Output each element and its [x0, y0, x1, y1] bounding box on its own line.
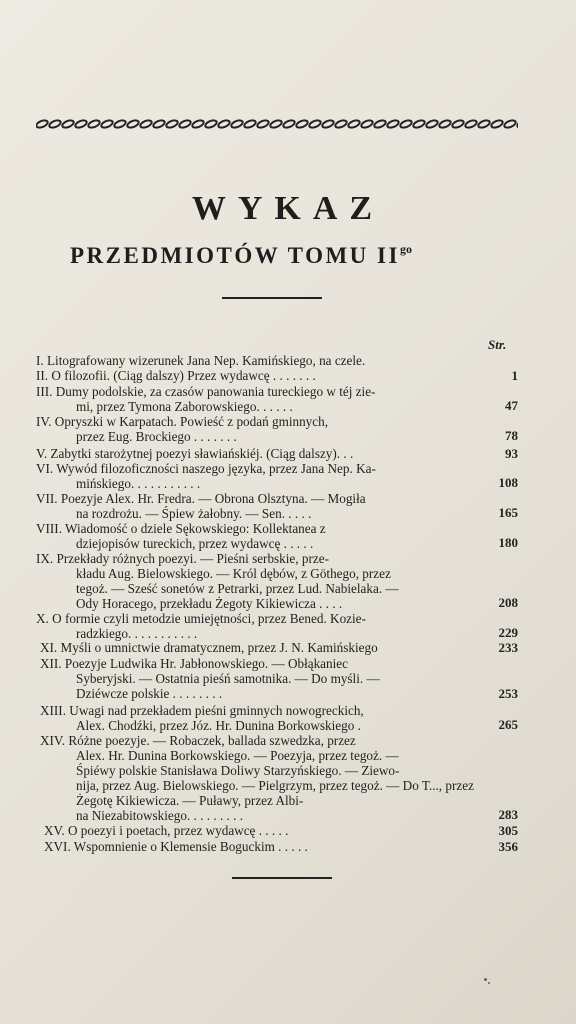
toc-page-number: 356 — [498, 839, 518, 854]
toc-page-number: 283 — [498, 807, 518, 822]
toc-entry-continuation: kładu Aug. Bielowskiego. — Król dębów, z Göthego, przez — [76, 566, 391, 581]
toc-entry-title: IX. Przekłady różnych poezyi. — Pieśni serbskie, prze- — [36, 551, 329, 566]
toc-entry-continuation: Syberyjski. — Ostatnia pieśń samotnika. — Do myśli. — — [76, 671, 380, 686]
toc-page-number: 108 — [498, 475, 518, 490]
toc-page-number: 47 — [505, 398, 518, 413]
toc-entry-continuation: na rozdrożu. — Śpiew żałobny. — Sen. . . . . — [76, 506, 312, 521]
pages-column-label: Str. — [488, 337, 507, 352]
bottom-divider — [232, 877, 332, 879]
toc-entry-title: I. Litografowany wizerunek Jana Nep. Kamińskiego, na czele. — [36, 353, 366, 368]
toc-entry-title: X. O formie czyli metodzie umiejętności, przez Bened. Kozie- — [36, 611, 366, 626]
toc-page-number: 1 — [511, 368, 518, 383]
toc-entry-title: XVI. Wspomnienie o Klemensie Boguckim . . . . . — [44, 839, 308, 854]
toc-entry-title: VII. Poezyje Alex. Hr. Fredra. — Obrona Olsztyna. — Mogiła — [36, 491, 366, 506]
toc-entry-title: VIII. Wiadomość o dziele Sękowskiego: Kollektanea z — [36, 521, 326, 536]
toc-entry-title: XI. Myśli o umnictwie dramatycznem, przez J. N. Kamińskiego — [40, 640, 378, 655]
toc-page-number: 180 — [498, 535, 518, 550]
page-title: WYKAZ — [191, 190, 385, 227]
toc-entry-continuation: mi, przez Tymona Zaborowskiego. . . . . . — [76, 399, 293, 414]
paper-mark — [484, 978, 487, 981]
toc-entry-title: II. O filozofii. (Ciąg dalszy) Przez wydawcę . . . . . . . — [36, 368, 316, 383]
toc-page-number: 229 — [498, 625, 518, 640]
toc-page-number: 165 — [498, 505, 518, 520]
toc-entry-title: XII. Poezyje Ludwika Hr. Jabłonowskiego. — Obłąkaniec — [40, 656, 348, 671]
toc-entry-continuation: na Niezabitowskiego. . . . . . . . . — [76, 808, 244, 823]
toc-entry-continuation: nija, przez Aug. Bielowskiego. — Pielgrzym, przez tegoż. — Do T..., przez — [76, 778, 474, 793]
toc-entry-title: XV. O poezyi i poetach, przez wydawcę . . . . . — [44, 823, 289, 838]
toc-entry-title: IV. Opryszki w Karpatach. Powieść z podań gminnych, — [36, 414, 329, 429]
toc-page-number: 78 — [505, 428, 518, 443]
toc-entry-continuation: radzkiego. . . . . . . . . . . — [76, 626, 198, 641]
toc-entry-continuation: tegoż. — Sześć sonetów z Petrarki, przez Lud. Nabielaka. — — [76, 581, 399, 596]
toc-page-number: 233 — [498, 640, 518, 655]
toc-entry-continuation: przez Eug. Brockiego . . . . . . . — [76, 429, 237, 444]
toc-page-number: 93 — [505, 446, 518, 461]
toc-entry-continuation: Alex. Hr. Dunina Borkowskiego. — Poezyja, przez tegoż. — — [76, 748, 399, 763]
toc-entry-continuation: Alex. Chodźki, przez Józ. Hr. Dunina Borkowskiego . — [76, 718, 361, 733]
subtitle-superscript: go — [399, 242, 412, 256]
toc-entry-continuation: Żegotę Kikiewicza. — Puławy, przez Albi- — [76, 793, 304, 808]
subtitle-text: PRZEDMIOTÓW TOMU II — [70, 243, 400, 268]
toc-entry-title: XIV. Różne poezyje. — Robaczek, ballada szwedzka, przez — [40, 733, 356, 748]
toc-page-number: 208 — [498, 595, 518, 610]
toc-entry-title: VI. Wywód filozoficzności naszego języka, przez Jana Nep. Ka- — [36, 461, 376, 476]
toc-entry-title: III. Dumy podolskie, za czasów panowania tureckiego w téj zie- — [36, 384, 376, 399]
toc-page-number: 265 — [498, 717, 518, 732]
toc-entry-title: V. Zabytki starożytnej poezyi sławiańskiéj. (Ciąg dalszy). . . — [36, 446, 354, 461]
toc-entry-continuation: mińskiego. . . . . . . . . . . — [76, 476, 201, 491]
toc-entry-continuation: Dziéwcze polskie . . . . . . . . — [76, 686, 223, 701]
toc-page-number: 253 — [498, 686, 518, 701]
toc-entry-continuation: dziejopisów tureckich, przez wydawcę . . . . . — [76, 536, 314, 551]
toc-entry-title: XIII. Uwagi nad przekładem pieśni gminnych nowogreckich, — [40, 703, 364, 718]
paper-mark — [488, 982, 490, 984]
toc-entry-continuation: Ody Horacego, przekładu Żegoty Kikiewicza . . . . — [76, 596, 343, 611]
toc-entry-continuation: Śpiéwy polskie Stanisława Doliwy Starzyńskiego. — Ziewo- — [76, 763, 400, 778]
toc-page-number: 305 — [498, 823, 518, 838]
